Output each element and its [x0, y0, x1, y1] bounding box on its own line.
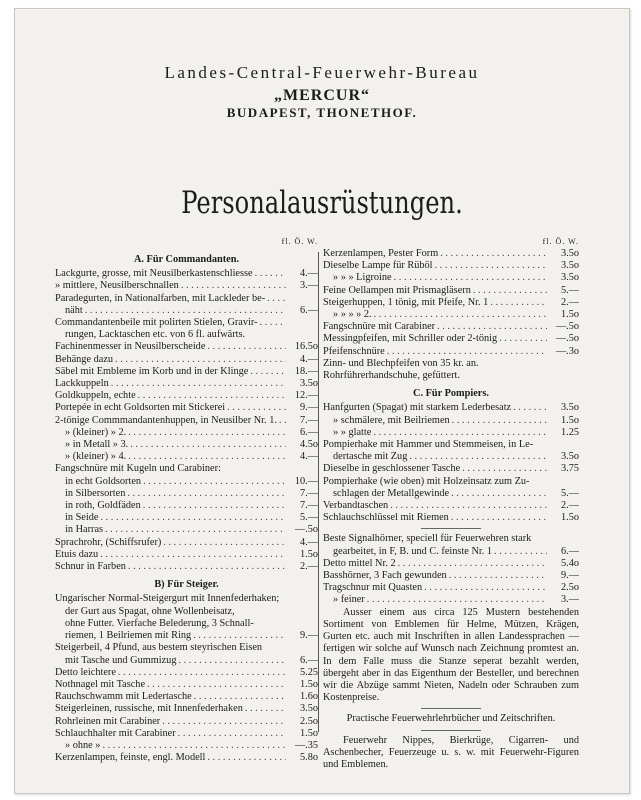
item-text: Basshörner, 3 Fach gewunden	[323, 570, 447, 582]
dot-leader	[85, 305, 286, 317]
separator-rule	[421, 708, 481, 709]
dot-leader	[452, 415, 547, 427]
item-text: » in Metall » 3.	[65, 439, 129, 451]
section-title-c: C. Für Pompiers.	[413, 388, 489, 400]
price-row	[323, 476, 579, 488]
dot-leader	[143, 500, 286, 512]
item-price: 2.—	[560, 500, 579, 512]
page-title: Personalausrüstungen.	[181, 185, 463, 221]
item-text: Verbandtaschen	[323, 500, 389, 512]
dot-leader	[118, 667, 286, 679]
dot-leader	[128, 561, 286, 573]
item-price: 5.4o	[560, 557, 579, 569]
dot-leader	[451, 488, 547, 500]
item-text: Etuis dazu	[55, 548, 99, 560]
price-row	[55, 293, 318, 305]
item-text: Fangschnüre mit Kugeln und Carabiner:	[55, 463, 221, 475]
dot-leader	[147, 679, 286, 691]
item-text: Schnur in Farben	[55, 561, 126, 573]
dot-leader	[513, 402, 547, 414]
currency-header-left: fl. Ö. W.	[281, 237, 318, 246]
item-price: 3.5o	[299, 378, 318, 390]
price-row	[55, 463, 318, 475]
item-price: 9.—	[299, 630, 318, 642]
item-text: Rohrführerhandschuhe, gefüttert.	[323, 370, 460, 382]
price-row	[55, 329, 318, 341]
price-list-c	[323, 402, 579, 524]
dot-leader	[163, 537, 286, 549]
price-row	[55, 549, 318, 561]
price-row	[323, 451, 579, 463]
item-text: » » » Ligroine	[333, 272, 392, 284]
item-price: 2.—	[560, 296, 579, 308]
item-text: näht	[65, 304, 83, 316]
price-row	[55, 317, 318, 329]
dot-leader	[128, 427, 286, 439]
item-text: in Silbersorten	[65, 487, 126, 499]
price-row	[55, 655, 318, 667]
price-row	[323, 439, 579, 451]
price-row	[55, 716, 318, 728]
dot-leader	[435, 260, 547, 272]
price-row	[55, 476, 318, 488]
item-text: Zinn- und Blechpfeifen von 35 kr. an.	[323, 357, 479, 369]
dot-leader	[227, 402, 286, 414]
price-row	[323, 558, 579, 570]
price-row	[55, 537, 318, 549]
dot-leader	[394, 272, 547, 284]
item-price: 4.—	[299, 353, 318, 365]
dot-leader	[178, 728, 286, 740]
dot-leader	[194, 691, 286, 703]
item-text: Dieselbe in geschlossener Tasche	[323, 463, 461, 475]
dot-leader	[130, 439, 286, 451]
item-price: 5.—	[560, 487, 579, 499]
currency-header-right: fl. Ö. W.	[542, 237, 579, 246]
dot-leader	[100, 549, 286, 561]
item-price: —.5o	[555, 321, 579, 333]
item-text: Pfeifenschnüre	[323, 345, 385, 357]
item-text: Nothnagel mit Tasche	[55, 678, 146, 690]
price-list-a	[55, 268, 318, 573]
item-text: Steigerbeil, 4 Pfund, aus bestem steyrischen Eisen	[55, 642, 263, 654]
item-text: Detto mittel Nr. 2	[323, 557, 396, 569]
price-list-continued	[323, 248, 579, 382]
dot-leader	[162, 716, 286, 728]
item-price: 2.—	[299, 561, 318, 573]
item-text: Dieselbe Lampe für Rüböl	[323, 260, 433, 272]
item-text: Kerzenlampen, feinste, engl. Modell	[55, 752, 206, 764]
price-row	[323, 500, 579, 512]
price-row	[55, 561, 318, 573]
item-text: Commandantenbeile mit polirten Stielen, Gravir-	[55, 317, 258, 329]
dot-leader	[437, 321, 547, 333]
section-title-b: B) Für Steiger.	[154, 579, 219, 591]
price-row	[323, 415, 579, 427]
nippes-paragraph: Feuerwehr Nippes, Bierkrüge, Cigarren- und Aschenbecher, Feuerzeuge u. s. w. mit Feuerwehr-Figuren und Emblemen.	[323, 734, 579, 770]
price-row	[55, 268, 318, 280]
company-name: Landes-Central-Feuerwehr-Bureau	[164, 63, 480, 82]
item-price: 3.75	[560, 463, 579, 475]
dot-leader	[143, 476, 286, 488]
dot-leader	[267, 293, 286, 305]
item-text: Messingpfeifen, mit Schriller oder 2-tönig	[323, 333, 498, 345]
dot-leader	[473, 285, 547, 297]
dot-leader	[451, 512, 547, 524]
item-price: 3.—	[560, 594, 579, 606]
item-price: 6.—	[560, 545, 579, 557]
item-text: rungen, Lacktaschen etc. von 6 fl. aufwärts.	[65, 329, 246, 341]
separator-rule	[421, 528, 481, 529]
price-row	[55, 691, 318, 703]
price-row	[323, 346, 579, 358]
item-text: Steigerhuppen, 1 tönig, mit Pfeife, Nr. 1	[323, 296, 489, 308]
price-row	[55, 415, 318, 427]
dot-leader	[138, 390, 286, 402]
item-price: 1.6o	[299, 691, 318, 703]
section-title-a: A. Für Commandanten.	[133, 254, 240, 265]
item-price: —.5o	[294, 524, 318, 536]
dot-leader	[181, 280, 286, 292]
item-text: 2-tönige Commmandantenhuppen, in Neusilber Nr. 1.	[55, 414, 277, 426]
item-text: in Seide	[65, 512, 99, 524]
item-text: Steigerleinen, russische, mit Innenfederhaken	[55, 703, 243, 715]
item-price: 2.5o	[560, 582, 579, 594]
item-price: 3.5o	[560, 260, 579, 272]
item-price: —.35	[294, 739, 318, 751]
item-price: 16.5o	[294, 341, 318, 353]
price-row	[55, 679, 318, 691]
item-text: Lackkuppeln	[55, 378, 109, 390]
item-text: dertasche mit Zug	[333, 451, 408, 463]
item-text: riemen, 1 Beilriemen mit Ring	[65, 630, 192, 642]
price-row	[55, 341, 318, 353]
item-text: Ungarischer Normal-Steigergurt mit Innenfederhaken;	[55, 593, 280, 605]
item-text: Beste Signalhörner, speciell für Feuerwehren stark	[323, 533, 532, 545]
price-row	[323, 297, 579, 309]
item-text: Hanfgurten (Spagat) mit starkem Lederbesatz	[323, 402, 512, 414]
item-price: 3.5o	[560, 451, 579, 463]
price-row	[55, 618, 318, 630]
item-price: 1.5o	[299, 548, 318, 560]
item-text: Portepée in echt Goldsorten mit Stickerei	[55, 402, 226, 414]
item-text: Rauchschwamm mit Ledertasche	[55, 691, 192, 703]
price-row	[55, 500, 318, 512]
dot-leader	[494, 546, 547, 558]
dot-leader	[490, 297, 547, 309]
item-text: » » glatte	[333, 426, 372, 438]
price-row	[323, 285, 579, 297]
item-text: » (kleiner) » 4.	[65, 451, 127, 463]
item-text: ohne Futter. Vierfache Belederung, 3 Schnall-	[65, 617, 254, 629]
price-row	[55, 439, 318, 451]
price-row	[323, 321, 579, 333]
price-row	[55, 740, 318, 752]
price-row	[323, 512, 579, 524]
item-price: 2.5o	[299, 715, 318, 727]
item-text: Pompierhake mit Hammer und Stemmeisen, in Le-	[323, 439, 534, 451]
dot-leader	[462, 463, 547, 475]
item-price: 1.5o	[560, 414, 579, 426]
price-row	[55, 488, 318, 500]
item-text: Schlauchschlüssel mit Riemen	[323, 512, 449, 524]
dot-leader	[255, 268, 286, 280]
dot-leader	[207, 752, 286, 764]
company-brand: „MERCUR“	[274, 87, 370, 104]
dot-leader	[440, 248, 547, 260]
dot-leader	[111, 378, 286, 390]
item-price: 1.5o	[299, 727, 318, 739]
price-row	[323, 570, 579, 582]
price-row	[323, 427, 579, 439]
item-price: 4.—	[299, 451, 318, 463]
item-price: 3.—	[299, 280, 318, 292]
item-price: 3.5o	[560, 402, 579, 414]
price-row	[55, 606, 318, 618]
item-text: Kerzenlampen, Pester Form	[323, 248, 439, 259]
price-row	[55, 593, 318, 605]
item-price: 4.—	[299, 268, 318, 280]
item-text: schlagen der Metallgewinde	[333, 487, 450, 499]
item-price: —.3o	[555, 345, 579, 357]
item-text: Säbel mit Embleme im Korb und in der Klinge	[55, 365, 249, 377]
price-row	[323, 582, 579, 594]
item-price: 1.25	[560, 426, 579, 438]
item-price: 12.—	[294, 390, 318, 402]
item-price: 6.—	[299, 654, 318, 666]
price-row	[323, 594, 579, 606]
dot-leader	[193, 630, 286, 642]
item-text: Sprachrohr, (Schiffsrufer)	[55, 536, 162, 548]
dot-leader	[178, 655, 286, 667]
price-row	[323, 272, 579, 284]
price-row	[323, 488, 579, 500]
price-row	[55, 451, 318, 463]
item-text: Schlauchhalter mit Carabiner	[55, 727, 176, 739]
price-row	[55, 378, 318, 390]
price-row	[323, 260, 579, 272]
item-price: 3.5o	[299, 703, 318, 715]
item-text: » schmälere, mit Beilriemen	[333, 414, 450, 426]
item-price: 5.—	[299, 512, 318, 524]
column-divider	[318, 252, 319, 732]
price-row	[55, 390, 318, 402]
item-text: » mittlere, Neusilberschnallen	[55, 280, 179, 292]
dot-leader	[100, 512, 286, 524]
separator-rule	[421, 730, 481, 731]
item-price: 3.5o	[560, 248, 579, 259]
item-price: 9.—	[560, 570, 579, 582]
item-text: in Harras	[65, 524, 104, 536]
dot-leader	[449, 570, 547, 582]
dot-leader	[250, 366, 286, 378]
dot-leader	[390, 500, 547, 512]
item-text: Paradegurten, in Nationalfarben, mit Lackleder be-	[55, 292, 266, 304]
left-column	[55, 236, 318, 764]
item-text: Goldkuppeln, echte	[55, 390, 136, 402]
item-price: 5.8o	[299, 752, 318, 764]
dot-leader	[387, 346, 547, 358]
price-row	[55, 354, 318, 366]
item-price: 1.5o	[560, 309, 579, 321]
price-row	[323, 463, 579, 475]
price-row	[323, 370, 579, 382]
item-price: 5.25	[299, 666, 318, 678]
item-price: 6.—	[299, 426, 318, 438]
price-row	[323, 533, 579, 545]
price-row	[55, 305, 318, 317]
books-note: Practische Feuerwehrlehrbücher und Zeitschriften.	[346, 713, 556, 725]
price-list-horns	[323, 533, 579, 606]
price-row	[55, 524, 318, 536]
dot-leader	[115, 354, 286, 366]
price-row	[55, 667, 318, 679]
item-text: Pompierhake (wie oben) mit Holzeinsatz zum Zu-	[323, 475, 530, 487]
price-row	[55, 512, 318, 524]
item-price: 9.—	[299, 402, 318, 414]
item-text: » feiner	[333, 594, 365, 606]
dot-leader	[279, 415, 286, 427]
item-text: in roth, Goldfäden	[65, 500, 141, 512]
item-price: 5.—	[560, 284, 579, 296]
price-row	[323, 546, 579, 558]
item-price: 1.5o	[299, 678, 318, 690]
dot-leader	[128, 451, 286, 463]
price-row	[55, 642, 318, 654]
price-row	[323, 333, 579, 345]
item-price: 1.5o	[560, 512, 579, 524]
right-column	[323, 236, 579, 771]
item-text: der Gurt aus Spagat, ohne Wollenbeisatz,	[65, 605, 235, 617]
price-row	[55, 366, 318, 378]
item-text: Tragschnur mit Quasten	[323, 582, 423, 594]
item-price: 7.—	[299, 500, 318, 512]
price-row	[55, 630, 318, 642]
item-text: Rohrleinen mit Carabiner	[55, 715, 161, 727]
item-price: 6.—	[299, 304, 318, 316]
item-price: 7.—	[299, 487, 318, 499]
item-text: Detto leichtere	[55, 666, 116, 678]
item-price: 4.5o	[299, 439, 318, 451]
item-text: Lackgurte, grosse, mit Neusilberkastenschliesse	[55, 268, 253, 280]
dot-leader	[424, 582, 547, 594]
dot-leader	[105, 524, 286, 536]
item-price: 4.—	[299, 536, 318, 548]
item-text: Feine Oellampen mit Prismagläsern	[323, 284, 471, 296]
price-row	[55, 402, 318, 414]
price-row	[323, 309, 579, 321]
dot-leader	[245, 703, 286, 715]
dot-leader	[409, 451, 547, 463]
dot-leader	[367, 594, 547, 606]
price-row	[55, 703, 318, 715]
item-text: » (kleiner) » 2.	[65, 426, 127, 438]
item-text: in echt Goldsorten	[65, 475, 142, 487]
item-text: » » » » 2.	[333, 309, 372, 321]
price-row	[323, 402, 579, 414]
item-text: gearbeitet, in F, B. und C. feinste Nr. 1	[333, 545, 493, 557]
dot-leader	[374, 309, 547, 321]
item-price: 18.—	[294, 365, 318, 377]
item-price: 3.5o	[560, 272, 579, 284]
item-text: Fachinenmesser in Neusilberscheide	[55, 341, 206, 353]
price-row	[55, 728, 318, 740]
dot-leader	[207, 341, 286, 353]
item-price: 7.—	[299, 414, 318, 426]
company-address: BUDAPEST, THONETHOF.	[226, 105, 418, 120]
item-text: Fangschnüre mit Carabiner	[323, 321, 436, 333]
item-text: Behänge dazu	[55, 353, 114, 365]
item-text: » ohne »	[65, 739, 101, 751]
dot-leader	[127, 488, 286, 500]
item-price: 10.—	[294, 475, 318, 487]
item-price: —.5o	[555, 333, 579, 345]
price-row	[55, 427, 318, 439]
price-row	[55, 752, 318, 764]
dot-leader	[102, 740, 286, 752]
dot-leader	[373, 427, 547, 439]
emblems-paragraph: Ausser einem aus circa 125 Mustern bestehenden Sortiment von Emblemen für Helme, Mützen, Krägen, Gurten etc. auch mit Inschriften in allen Landessprachen — fertigen wir solche auf Wunsch nach Zeichnung promtest an. In dem Falle muss die Stanze seperat bezahlt werden, übergeht aber in das Eigenthum der Besteller, und berechnen wir die Abzüge sammt Nieten, Nadeln oder Schrauben zum Kostenpreise.	[323, 606, 579, 704]
price-list-b	[55, 593, 318, 764]
price-row	[323, 248, 579, 260]
dot-leader	[499, 333, 547, 345]
dot-leader	[260, 317, 286, 329]
price-row	[55, 280, 318, 292]
price-row	[323, 358, 579, 370]
item-text: mit Tasche und Gummizug	[65, 654, 177, 666]
dot-leader	[398, 558, 547, 570]
